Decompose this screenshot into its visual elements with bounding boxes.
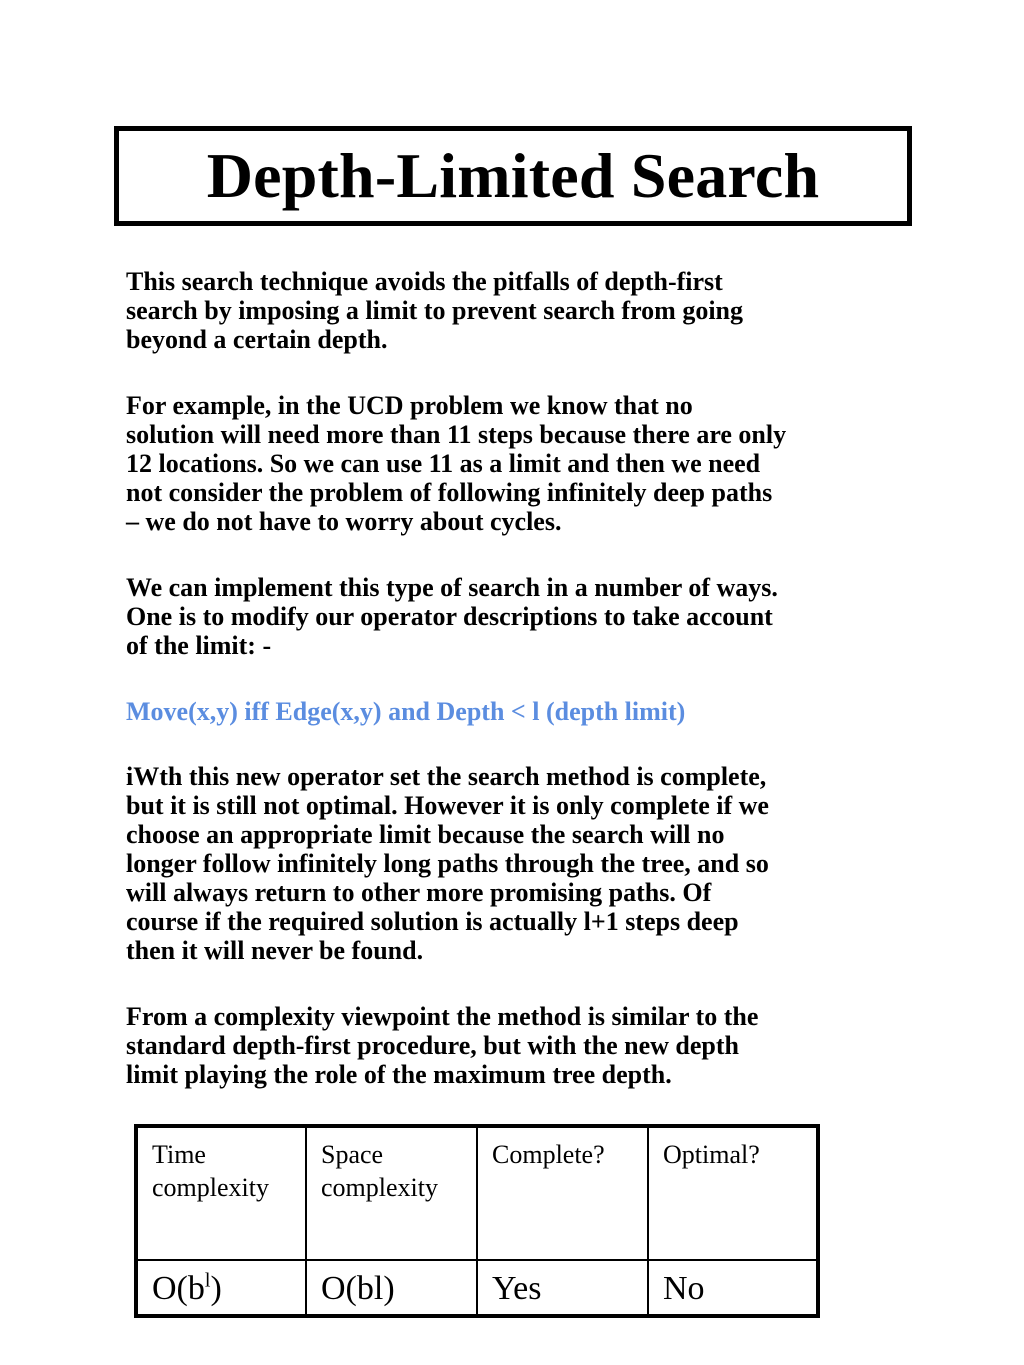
intro-paragraph: This search technique avoids the pitfalls of depth-first search by imposing a limit to prevent search from going beyond a certain depth. xyxy=(126,267,744,354)
header-complete: Complete? xyxy=(477,1126,648,1260)
example-paragraph: For example, in the UCD problem we know that no solution will need more than 11 steps because there are only 12 locations. So we can use 11 as a limit and then we need not consider the problem of following infinitely deep paths – we do not have to worry about cycles. xyxy=(126,391,787,536)
space-complexity-value: O(bl) xyxy=(306,1260,477,1316)
table-header-row xyxy=(136,1126,818,1260)
header-optimal: Optimal? xyxy=(648,1126,818,1260)
table-row xyxy=(136,1260,818,1316)
header-time-complexity: Time complexity xyxy=(136,1126,306,1260)
completeness-paragraph: iWth this new operator set the search method is complete, but it is still not optimal. However it is only complete if we choose an appropriate limit because the search will no longer follow infinitely long paths through the tree, and so will always return to other more promising paths. Of course if the required solution is actually l+1 steps deep then it will never be found. xyxy=(126,762,769,965)
properties-table xyxy=(134,1124,820,1318)
title-box xyxy=(114,126,912,226)
properties-table-wrapper xyxy=(134,1124,820,1318)
complexity-paragraph: From a complexity viewpoint the method is similar to the standard depth-first procedure, but with the new depth limit playing the role of the maximum tree depth. xyxy=(126,1002,759,1089)
header-space-complexity: Space complexity xyxy=(306,1126,477,1260)
page-title: Depth-Limited Search xyxy=(206,140,820,211)
implementation-paragraph: We can implement this type of search in a number of ways. One is to modify our operator descriptions to take account of the limit: - xyxy=(126,573,778,660)
operator-definition: Move(x,y) iff Edge(x,y) and Depth < l (depth limit) xyxy=(126,697,686,726)
time-value-base: O(b xyxy=(152,1270,205,1307)
complete-value: Yes xyxy=(477,1260,648,1316)
time-value-close: ) xyxy=(210,1270,222,1307)
time-complexity-value xyxy=(136,1260,306,1316)
time-value-exponent: l xyxy=(204,1269,211,1292)
optimal-value: No xyxy=(648,1260,818,1316)
